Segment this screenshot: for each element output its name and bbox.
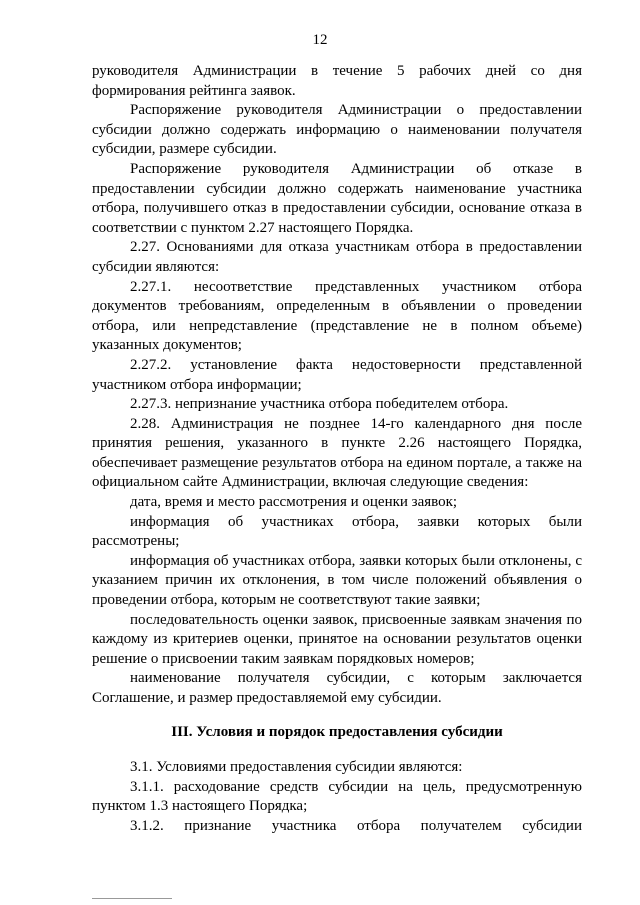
paragraph: 2.27.3. непризнание участника отбора победителем отбора. [130, 396, 509, 413]
paragraph: 2.27. Основаниями для отказа участникам отбора в предоставлении субсидии являются: [92, 239, 582, 275]
section-heading: III. Условия и порядок предоставления субсидии [171, 723, 503, 740]
paragraph: наименование получателя субсидии, с которым заключается Соглашение, и размер предоставляемой ему субсидии. [92, 670, 582, 706]
footer-divider [92, 898, 172, 899]
paragraph: дата, время и место рассмотрения и оценки заявок; [130, 494, 458, 511]
paragraph: 3.1.1. расходование средств субсидии на цель, предусмотренную пунктом 1.3 настоящего Порядка; [92, 778, 582, 815]
paragraph: 2.27.1. несоответствие представленных участником отбора документов требованиям, определенным в объявлении о проведении отбора, или непредставление (представление не в полном объеме) указанных документов; [92, 278, 582, 354]
paragraph: 2.27.2. установление факта недостоверности представленной участником отбора информации; [92, 356, 582, 393]
paragraph: информация об участниках отбора, заявки которых были рассмотрены; [92, 513, 582, 550]
paragraph: 3.1.2. признание участника отбора получателем субсидии [130, 817, 582, 834]
page-number: 12 [312, 32, 328, 48]
paragraph: 2.28. Администрация не позднее 14-го календарного дня после принятия решения, указанного в пункте 2.26 настоящего Порядка, обеспечивает размещение результатов отбора на едином портале, а также на официальном сайте Администрации, включая следующие сведения: [92, 415, 582, 491]
paragraph: последовательность оценки заявок, присвоенные заявкам значения по каждому из критериев оценки, принятое на основании результатов оценки решение о присвоении таким заявкам порядковых номеров; [92, 611, 582, 667]
paragraph: Распоряжение руководителя Администрации об отказе в предоставлении субсидии должно содержать наименование участника отбора, получившего отказ в предоставлении субсидии, основание отказа в соответствии с пунктом 2.27 настоящего Порядка. [92, 160, 582, 236]
paragraph: руководителя Администрации в течение 5 рабочих дней со дня формирования рейтинга заявок. [92, 63, 582, 99]
paragraph: 3.1. Условиями предоставления субсидии являются: [130, 759, 463, 776]
document-body [92, 62, 582, 837]
paragraph: информация об участниках отбора, заявки которых были отклонены, с указанием причин их отклонения, в том числе положений объявления о проведении отбора, которым не соответствуют такие заявки; [92, 552, 582, 609]
paragraph: Распоряжение руководителя Администрации о предоставлении субсидии должно содержать информацию о наименовании получателя субсидии, размере субсидии. [92, 102, 582, 158]
